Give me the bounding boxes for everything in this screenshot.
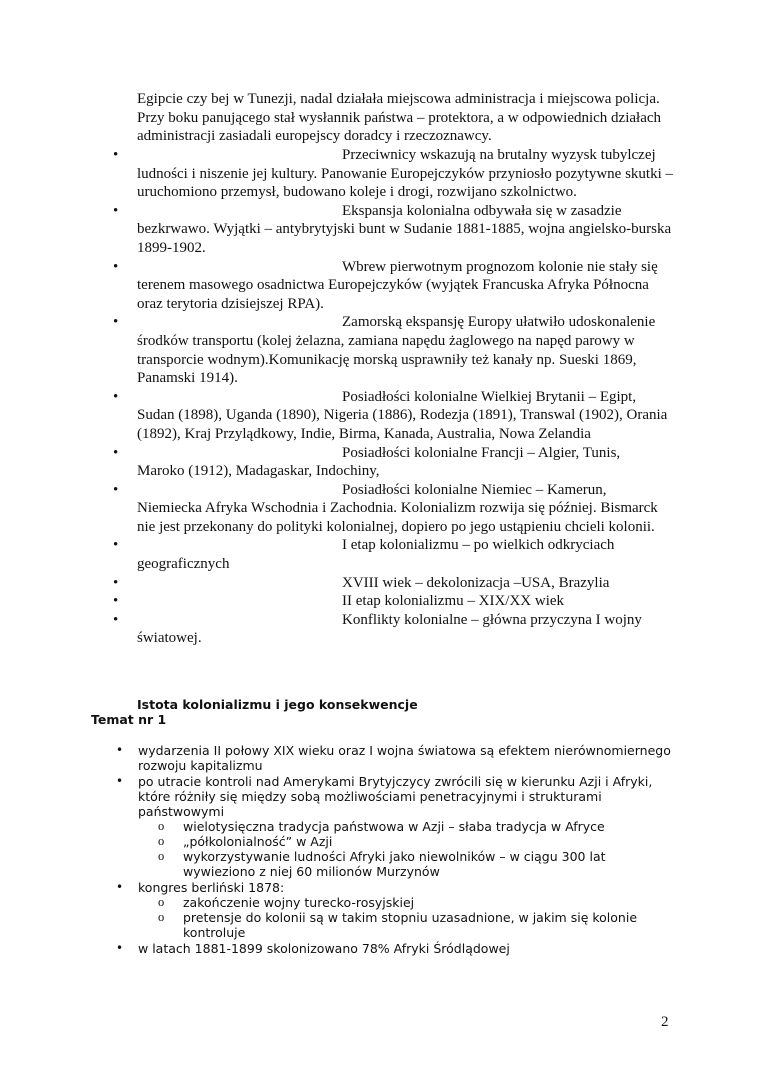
topic-heading: Temat nr 1: [91, 712, 167, 727]
topic-points-list: [0, 743, 760, 957]
bullet-icon: •: [113, 147, 119, 163]
bullet-icon: •: [113, 611, 119, 628]
list-item-text: kongres berliński 1878:: [138, 880, 285, 895]
list-item-first-line: Zamorską ekspansję Europy ułatwiło udoskonalenie: [342, 314, 656, 331]
sub-list: [138, 819, 678, 879]
section-heading: Istota kolonializmu i jego konsekwencje: [137, 697, 418, 712]
list-item: [0, 444, 677, 481]
circle-bullet-icon: o: [158, 819, 165, 833]
list-item: [0, 774, 678, 879]
list-item-first-line: Ekspansja kolonialna odbywała się w zasadzie: [342, 202, 622, 219]
list-item: [0, 258, 677, 314]
list-item-first-line: Posiadłości kolonialne Francji – Algier, Tunis,: [342, 444, 621, 461]
bullet-icon: •: [113, 593, 119, 610]
list-item: [0, 313, 677, 387]
list-item: [0, 146, 677, 202]
bullet-icon: •: [116, 743, 124, 757]
list-item: [0, 202, 677, 258]
sub-list: [138, 895, 678, 940]
list-item: [0, 536, 677, 573]
list-item-text: po utracie kontroli nad Amerykami Brytyjczycy zwrócili się w kierunku Azji i Afryki, które różniły się między sobą możliwościami penetracyjnymi i strukturami państwowymi: [138, 774, 653, 819]
list-item-rest: geograficznych: [137, 556, 230, 573]
colonialism-facts-list: [0, 146, 760, 648]
bullet-icon: •: [113, 388, 119, 405]
bullet-icon: •: [113, 202, 119, 219]
circle-bullet-icon: o: [158, 910, 165, 924]
list-item-rest: bezkrwawo. Wyjątki – antybrytyjski bunt w Sudanie 1881-1885, wojna angielsko-burska 1899-1902.: [137, 221, 672, 256]
circle-bullet-icon: o: [158, 849, 165, 863]
list-item-rest: Sudan (1898), Uganda (1890), Nigeria (1886), Rodezja (1891), Transwal (1902), Orania (1892), Kraj Przylądkowy, Indie, Birma, Kanada, Australia, Nowa Zelandia: [137, 407, 668, 442]
sub-list-item-text: wykorzystywanie ludności Afryki jako niewolników – w ciągu 300 lat wywieziono z niej 60 milionów Murzynów: [183, 849, 606, 879]
list-item: [0, 743, 678, 773]
list-item-text: wydarzenia II połowy XIX wieku oraz I wojna światowa są efektem nierównomiernego rozwoju kapitalizmu: [138, 743, 671, 773]
sub-list-item-text: „półkolonialność” w Azji: [183, 834, 333, 849]
list-item-rest: terenem masowego osadnictwa Europejczyków (wyjątek Francuska Afryka Północna oraz terytoria dzisiejszej RPA).: [137, 277, 649, 312]
sub-list-item: [138, 849, 673, 879]
page-number: 2: [661, 1014, 669, 1030]
list-item: [0, 388, 677, 444]
sub-list-item-text: zakończenie wojny turecko-rosyjskiej: [183, 895, 415, 910]
bullet-icon: •: [113, 574, 119, 591]
intro-paragraph: Egipcie czy bej w Tunezji, nadal działała miejscowa administracja i miejscowa policja. Przy boku panującego stał wysłannik państwa – protektora, a w odpowiednich działach administracji zasiadali europejscy doradcy i rzeczoznawcy.: [137, 91, 662, 145]
list-item-first-line: XVIII wiek – dekolonizacja –USA, Brazylia: [342, 574, 610, 591]
bullet-icon: •: [113, 481, 119, 498]
list-item-first-line: II etap kolonializmu – XIX/XX wiek: [342, 593, 565, 610]
bullet-icon: •: [116, 880, 124, 894]
bullet-icon: •: [113, 258, 119, 275]
sub-list-item: [138, 895, 673, 910]
list-item-rest: Maroko (1912), Madagaskar, Indochiny,: [137, 463, 380, 480]
circle-bullet-icon: o: [158, 895, 165, 909]
list-item: [0, 592, 677, 611]
list-item-first-line: Wbrew pierwotnym prognozom kolonie nie stały się: [342, 258, 658, 275]
sub-list-item-text: pretensje do kolonii są w takim stopniu uzasadnione, w jakim się kolonie kontroluje: [183, 910, 638, 940]
list-item-text: w latach 1881-1899 skolonizowano 78% Afryki Śródlądowej: [138, 941, 510, 956]
list-item-rest: środków transportu (kolej żelazna, zamiana napędu żaglowego na napęd parowy w transporcie wodnym).Komunikację morską usprawniły też kanały np. Sueski 1869, Panamski 1914).: [137, 332, 637, 387]
list-item-rest: Niemiecka Afryka Wschodnia i Zachodnia. Kolonializm rozwija się później. Bismarck nie jest przekonany do polityki kolonialnej, dopiero po jego ustąpieniu chcieli kolonii.: [137, 500, 658, 535]
bullet-icon: •: [116, 941, 124, 955]
list-item-first-line: Posiadłości kolonialne Niemiec – Kamerun,: [342, 481, 607, 498]
list-item: [0, 611, 677, 648]
bullet-icon: •: [113, 314, 119, 331]
list-item-first-line: Przeciwnicy wskazują na brutalny wyzysk tubylczej: [342, 147, 656, 163]
list-item-first-line: Posiadłości kolonialne Wielkiej Brytanii – Egipt,: [342, 388, 637, 405]
list-item: [0, 880, 678, 940]
bullet-icon: •: [113, 444, 119, 461]
list-item: [0, 574, 677, 593]
sub-list-item: [138, 910, 673, 940]
sub-list-item: [138, 834, 673, 849]
circle-bullet-icon: o: [158, 834, 165, 848]
list-item-rest: światowej.: [137, 630, 202, 647]
list-item: [0, 481, 677, 537]
list-item-rest: ludności i niszenie jej kultury. Panowanie Europejczyków przyniosło pozytywne skutki – uruchomiono przemysł, budowano koleje i drogi, rozwijano szkolnictwo.: [137, 165, 674, 201]
list-item-first-line: I etap kolonializmu – po wielkich odkryciach: [342, 537, 615, 554]
sub-list-item: [138, 819, 673, 834]
bullet-icon: •: [116, 774, 124, 788]
list-item-first-line: Konflikty kolonialne – główna przyczyna I wojny: [342, 611, 642, 628]
list-item: [0, 941, 678, 956]
sub-list-item-text: wielotysięczna tradycja państwowa w Azji – słaba tradycja w Afryce: [183, 819, 605, 834]
bullet-icon: •: [113, 537, 119, 554]
